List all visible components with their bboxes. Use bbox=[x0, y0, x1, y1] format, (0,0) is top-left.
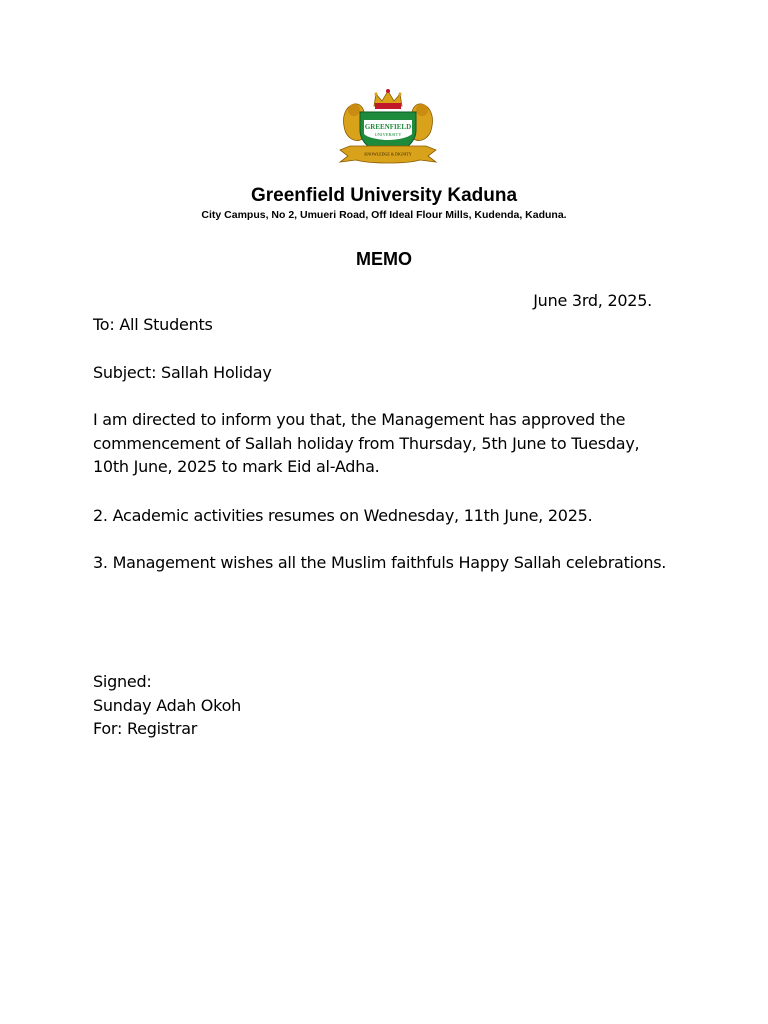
memo-subject: Subject: Sallah Holiday bbox=[93, 363, 272, 382]
memo-recipient: To: All Students bbox=[93, 315, 213, 334]
university-logo bbox=[336, 86, 440, 166]
motto-ribbon bbox=[340, 146, 436, 163]
signatory-name: Sunday Adah Okoh bbox=[93, 695, 242, 715]
memo-paragraph-1: I am directed to inform you that, the Management has approved the commencement of Sallah holiday from Thursday, 5th June to Tuesday, 10th June, 2025 to mark Eid al-Adha. bbox=[93, 410, 640, 476]
memo-paragraph-2: 2. Academic activities resumes on Wednesday, 11th June, 2025. bbox=[93, 506, 593, 525]
university-address: City Campus, No 2, Umueri Road, Off Ideal Flour Mills, Kudenda, Kaduna. bbox=[201, 209, 567, 221]
memo-title: MEMO bbox=[356, 249, 412, 269]
svg-text:UNIVERSITY: UNIVERSITY bbox=[374, 132, 402, 137]
memo-paragraph-3: 3. Management wishes all the Muslim faithfuls Happy Sallah celebrations. bbox=[93, 553, 667, 572]
signatory-role: For: Registrar bbox=[93, 719, 198, 738]
university-name: Greenfield University Kaduna bbox=[250, 185, 518, 206]
svg-text:GREENFIELD: GREENFIELD bbox=[364, 123, 412, 131]
signed-label: Signed: bbox=[93, 672, 152, 691]
memo-date: June 3rd, 2025. bbox=[533, 291, 652, 310]
signature-block bbox=[93, 670, 241, 741]
svg-text:KNOWLEDGE & DIGNITY: KNOWLEDGE & DIGNITY bbox=[364, 151, 412, 157]
crown-icon bbox=[374, 89, 402, 109]
university-crest-icon bbox=[336, 86, 440, 166]
